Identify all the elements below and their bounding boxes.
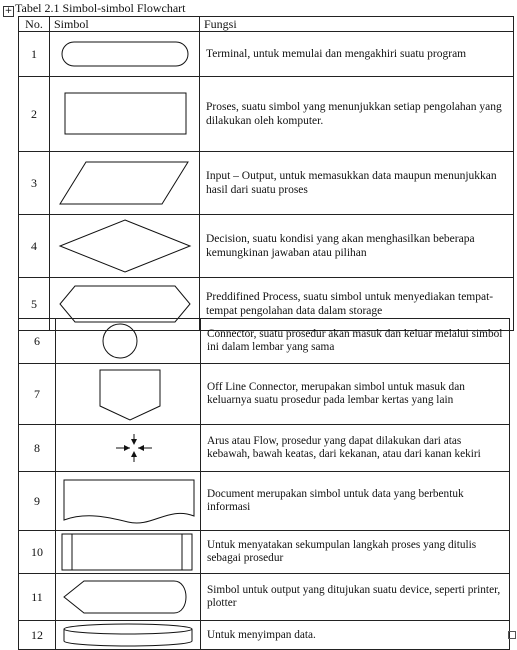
off-line-connector-symbol <box>56 364 201 425</box>
storage-symbol <box>56 621 201 650</box>
row-number: 1 <box>19 32 50 77</box>
process-symbol <box>50 77 200 152</box>
table-row <box>19 425 510 472</box>
row-number: 7 <box>19 364 56 425</box>
table-row <box>19 77 514 152</box>
table-row <box>19 472 510 531</box>
decision-symbol <box>50 215 200 278</box>
row-number: 10 <box>19 531 56 574</box>
flowchart-symbols-table-part-2 <box>18 318 510 650</box>
display-symbol <box>56 574 201 621</box>
row-description: Connector, suatu prosedur akan masuk dan keluar melalui simbol ini dalam lembar yang sama <box>201 319 510 364</box>
row-number: 8 <box>19 425 56 472</box>
row-description: Decision, suatu kondisi yang akan menghasilkan beberapa kemungkinan jawaban atau pilihan <box>200 215 514 278</box>
row-number: 2 <box>19 77 50 152</box>
flow-arrows-symbol <box>56 425 201 472</box>
row-description: Arus atau Flow, prosedur yang dapat dilakukan dari atas kebawah, bawah keatas, dari kekanan, atau dari kanan kekiri <box>201 425 510 472</box>
row-description: Untuk menyatakan sekumpulan langkah proses yang ditulis sebagai prosedur <box>201 531 510 574</box>
header-no: No. <box>19 17 50 32</box>
table-row <box>19 319 510 364</box>
input-output-symbol <box>50 152 200 215</box>
terminal-symbol <box>50 32 200 77</box>
table-row <box>19 32 514 77</box>
table-row <box>19 531 510 574</box>
predefined-procedure-symbol <box>56 531 201 574</box>
connector-symbol <box>56 319 201 364</box>
header-row <box>19 17 514 32</box>
row-description: Proses, suatu simbol yang menunjukkan setiap pengolahan yang dilakukan oleh komputer. <box>200 77 514 152</box>
row-description: Off Line Connector, merupakan simbol untuk masuk dan keluarnya suatu prosedur pada lembar kertas yang lain <box>201 364 510 425</box>
row-description: Document merupakan simbol untuk data yang berbentuk informasi <box>201 472 510 531</box>
table-row <box>19 152 514 215</box>
row-number: 9 <box>19 472 56 531</box>
row-number: 12 <box>19 621 56 650</box>
row-number: 4 <box>19 215 50 278</box>
row-description: Input – Output, untuk memasukkan data maupun menunjukkan hasil dari suatu proses <box>200 152 514 215</box>
row-number: 3 <box>19 152 50 215</box>
table-row <box>19 574 510 621</box>
header-symbol: Simbol <box>50 17 200 32</box>
row-number: 6 <box>19 319 56 364</box>
row-number: 5 <box>19 278 50 331</box>
row-number: 11 <box>19 574 56 621</box>
caption-text: Tabel 2.1 Simbol-simbol Flowchart <box>15 1 186 15</box>
flowchart-symbols-table-part-1 <box>18 16 514 331</box>
table-move-icon[interactable]: + <box>4 6 13 16</box>
row-description: Preddifined Process, suatu simbol untuk menyediakan tempat-tempat pengolahan data dalam storage <box>200 278 514 331</box>
table-caption <box>3 1 185 15</box>
table-row <box>19 621 510 650</box>
row-description: Simbol untuk output yang ditujukan suatu device, seperti printer, plotter <box>201 574 510 621</box>
header-function: Fungsi <box>200 17 514 32</box>
row-description: Terminal, untuk memulai dan mengakhiri suatu program <box>200 32 514 77</box>
resize-handle-icon[interactable] <box>508 631 516 639</box>
document-symbol <box>56 472 201 531</box>
table-row <box>19 215 514 278</box>
table-row <box>19 364 510 425</box>
row-description: Untuk menyimpan data. <box>201 621 510 650</box>
